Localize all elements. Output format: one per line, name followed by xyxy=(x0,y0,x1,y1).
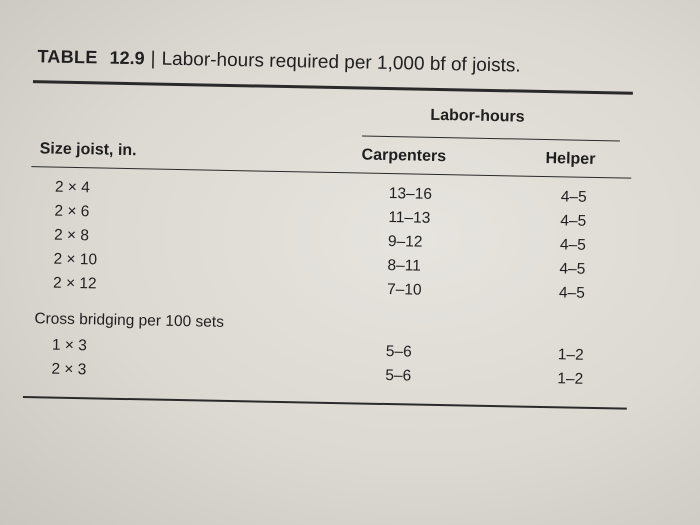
labor-hours-table xyxy=(17,28,640,430)
table-number: 12.9 xyxy=(109,47,145,69)
size-cell: 2 × 10 xyxy=(53,250,98,269)
helper-cell: 1–2 xyxy=(557,370,584,388)
bottom-rule xyxy=(23,396,627,410)
carpenters-cell: 5–6 xyxy=(385,367,412,385)
carpenters-cell: 9–12 xyxy=(387,233,423,251)
helper-cell: 4–5 xyxy=(559,260,586,278)
carpenters-cell: 8–11 xyxy=(387,257,422,275)
carpenters-cell: 5–6 xyxy=(385,343,412,361)
group-rule xyxy=(362,136,620,142)
size-column-header: Size joist, in. xyxy=(39,140,137,160)
table-caption xyxy=(37,46,521,77)
size-cell: 1 × 3 xyxy=(51,336,87,355)
size-cell: 2 × 6 xyxy=(54,202,90,221)
carpenters-cell: 7–10 xyxy=(386,281,422,299)
size-cell: 2 × 4 xyxy=(54,178,91,197)
table-label: TABLE xyxy=(37,46,98,68)
helper-cell: 4–5 xyxy=(559,236,586,254)
helper-cell: 4–5 xyxy=(560,212,587,230)
cross-bridging-heading: Cross bridging per 100 sets xyxy=(34,310,225,331)
carpenters-column-header: Carpenters xyxy=(361,146,447,166)
labor-hours-header: Labor-hours xyxy=(430,106,525,126)
helper-cell: 1–2 xyxy=(557,346,584,364)
caption-text: Labor-hours required per 1,000 bf of joists. xyxy=(161,48,521,77)
size-cell: 2 × 8 xyxy=(53,226,90,245)
header-rule xyxy=(31,166,631,179)
top-rule xyxy=(33,80,633,95)
size-cell: 2 × 12 xyxy=(52,274,97,293)
helper-cell: 4–5 xyxy=(558,284,586,302)
helper-column-header: Helper xyxy=(545,150,596,168)
caption-separator: | xyxy=(150,48,156,70)
carpenters-cell: 11–13 xyxy=(388,209,431,227)
size-cell: 2 × 3 xyxy=(51,360,87,379)
carpenters-cell: 13–16 xyxy=(388,185,433,203)
helper-cell: 4–5 xyxy=(560,188,587,206)
